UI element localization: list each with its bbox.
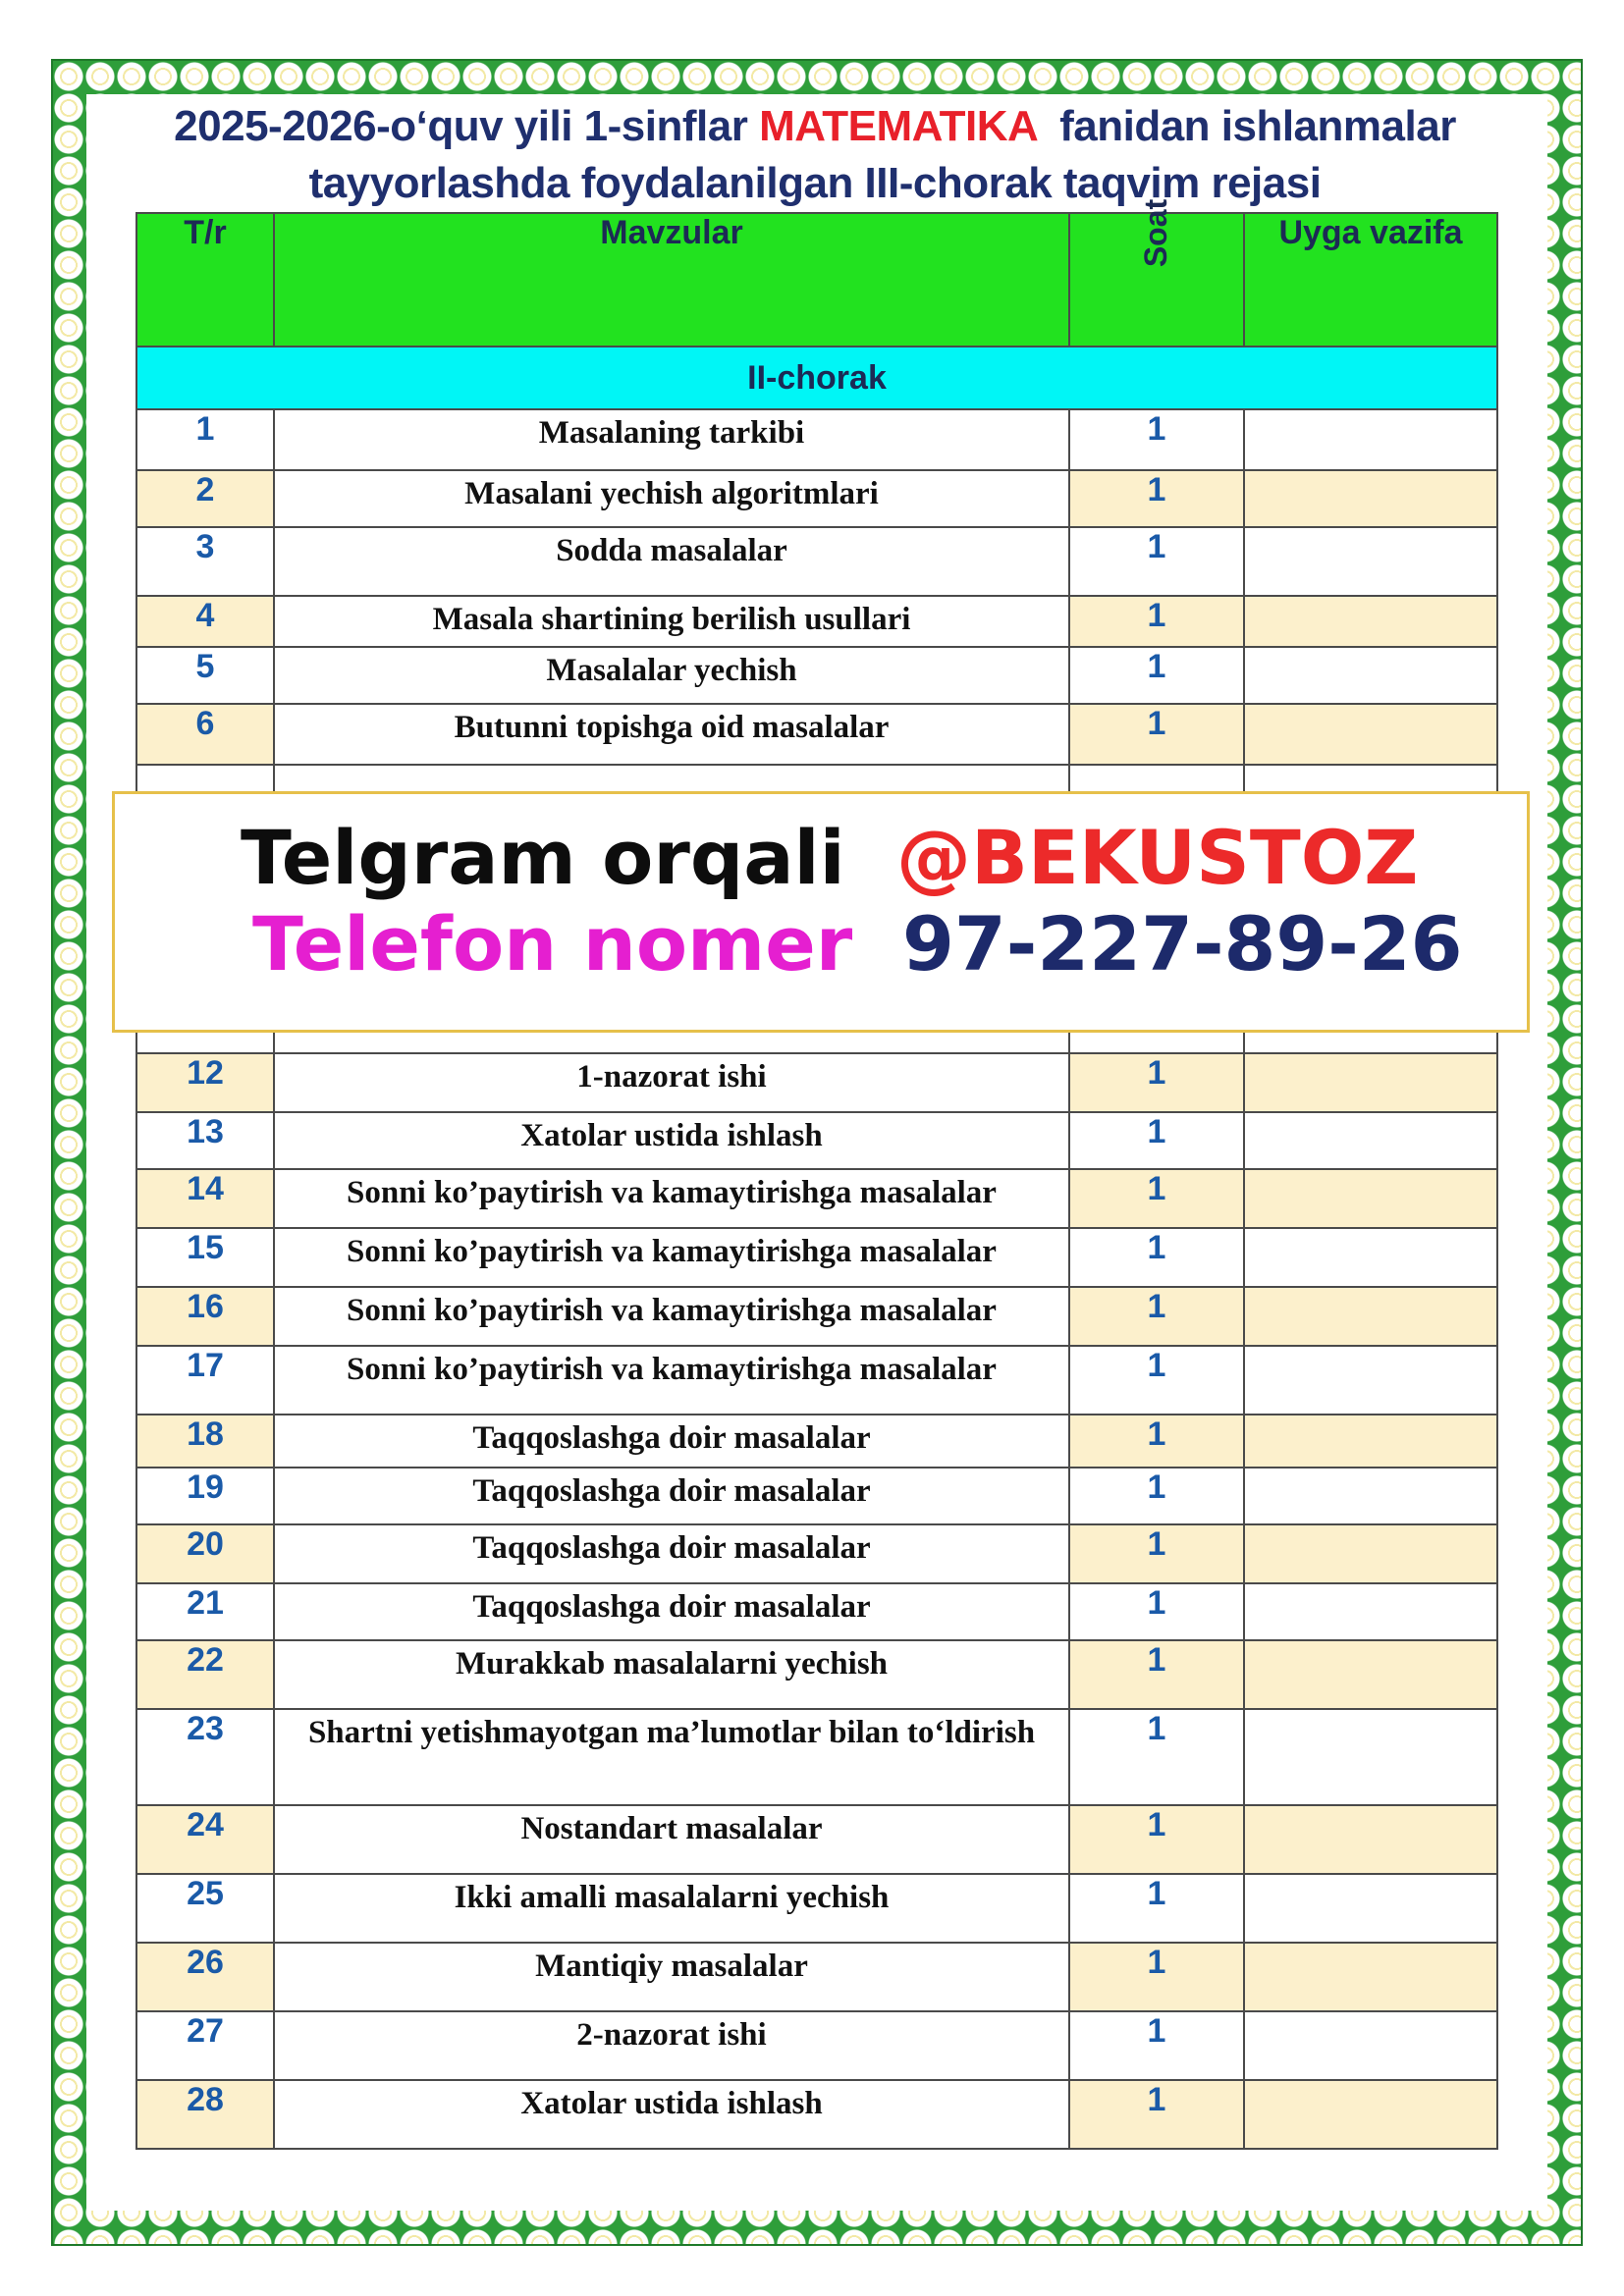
row-hours: 1 bbox=[1069, 596, 1244, 647]
row-homework bbox=[1244, 470, 1497, 527]
row-homework bbox=[1244, 647, 1497, 704]
row-number: 28 bbox=[136, 2080, 274, 2149]
row-hours: 1 bbox=[1069, 1709, 1244, 1805]
row-number: 20 bbox=[136, 1524, 274, 1583]
header-hours bbox=[1069, 198, 1244, 347]
row-hours: 1 bbox=[1069, 1943, 1244, 2011]
row-homework bbox=[1244, 1415, 1497, 1468]
row-homework bbox=[1244, 1640, 1497, 1709]
table-row bbox=[136, 1053, 1497, 1112]
row-hours: 1 bbox=[1069, 1169, 1244, 1228]
quarter-row bbox=[136, 347, 1497, 409]
row-topic: Taqqoslashga doir masalalar bbox=[274, 1415, 1069, 1468]
table-row bbox=[136, 704, 1497, 765]
row-homework bbox=[1244, 409, 1497, 470]
row-topic: Shartni yetishmayotgan ma’lumotlar bilan to‘ldirish bbox=[274, 1709, 1069, 1805]
header-homework: Uyga vazifa bbox=[1244, 213, 1497, 347]
phone-number: 97-227-89-26 bbox=[902, 900, 1463, 988]
header-topics: Mavzular bbox=[274, 213, 1069, 347]
row-number: 12 bbox=[136, 1053, 274, 1112]
row-hours: 1 bbox=[1069, 1524, 1244, 1583]
row-hours: 1 bbox=[1069, 1112, 1244, 1169]
table-row bbox=[136, 1228, 1497, 1287]
row-topic: Taqqoslashga doir masalalar bbox=[274, 1583, 1069, 1640]
row-homework bbox=[1244, 1943, 1497, 2011]
title-suffix: fanidan ishlanmalar bbox=[1036, 102, 1456, 150]
row-topic: Murakkab masalalarni yechish bbox=[274, 1640, 1069, 1709]
row-hours: 1 bbox=[1069, 1287, 1244, 1346]
row-number: 13 bbox=[136, 1112, 274, 1169]
row-number: 23 bbox=[136, 1709, 274, 1805]
row-topic: Sonni ko’paytirish va kamaytirishga masalalar bbox=[274, 1169, 1069, 1228]
table-row bbox=[136, 1468, 1497, 1524]
row-topic: Sonni ko’paytirish va kamaytirishga masalalar bbox=[274, 1346, 1069, 1415]
table-row bbox=[136, 1112, 1497, 1169]
row-number: 14 bbox=[136, 1169, 274, 1228]
row-hours: 1 bbox=[1069, 409, 1244, 470]
row-homework bbox=[1244, 596, 1497, 647]
row-hours: 1 bbox=[1069, 2080, 1244, 2149]
row-homework bbox=[1244, 1805, 1497, 1874]
quarter-label: II-chorak bbox=[136, 347, 1497, 409]
row-topic: Mantiqiy masalalar bbox=[274, 1943, 1069, 2011]
row-number: 16 bbox=[136, 1287, 274, 1346]
row-hours: 1 bbox=[1069, 647, 1244, 704]
table-row bbox=[136, 1583, 1497, 1640]
row-number: 22 bbox=[136, 1640, 274, 1709]
table-row bbox=[136, 1287, 1497, 1346]
row-hours: 1 bbox=[1069, 1805, 1244, 1874]
table-row bbox=[136, 596, 1497, 647]
row-hours: 1 bbox=[1069, 1583, 1244, 1640]
row-hours: 1 bbox=[1069, 527, 1244, 596]
row-topic: Nostandart masalalar bbox=[274, 1805, 1069, 1874]
table-row bbox=[136, 1943, 1497, 2011]
row-number: 18 bbox=[136, 1415, 274, 1468]
row-homework bbox=[1244, 1112, 1497, 1169]
row-number: 2 bbox=[136, 470, 274, 527]
row-topic: 1-nazorat ishi bbox=[274, 1053, 1069, 1112]
table-row bbox=[136, 1709, 1497, 1805]
table-row bbox=[136, 647, 1497, 704]
telegram-label: Telgram orqali bbox=[241, 814, 845, 901]
row-hours: 1 bbox=[1069, 2011, 1244, 2080]
row-homework bbox=[1244, 1228, 1497, 1287]
row-hours: 1 bbox=[1069, 704, 1244, 765]
row-homework bbox=[1244, 2011, 1497, 2080]
row-homework bbox=[1244, 1169, 1497, 1228]
row-hours: 1 bbox=[1069, 1468, 1244, 1524]
title-subject: MATEMATIKA bbox=[759, 102, 1037, 150]
row-number: 3 bbox=[136, 527, 274, 596]
row-topic: Ikki amalli masalalarni yechish bbox=[274, 1874, 1069, 1943]
row-hours: 1 bbox=[1069, 1874, 1244, 1943]
header-number: T/r bbox=[136, 213, 274, 347]
header-hours-label: Soat bbox=[1138, 198, 1174, 268]
table-row bbox=[136, 1346, 1497, 1415]
table-body bbox=[136, 347, 1497, 2149]
row-number: 4 bbox=[136, 596, 274, 647]
title-line-2: tayyorlashda foydalanilgan III-chorak taqvim rejasi bbox=[308, 159, 1322, 207]
row-hours: 1 bbox=[1069, 1053, 1244, 1112]
row-homework bbox=[1244, 1874, 1497, 1943]
table-row bbox=[136, 1415, 1497, 1468]
row-number: 17 bbox=[136, 1346, 274, 1415]
row-topic: Butunni topishga oid masalalar bbox=[274, 704, 1069, 765]
table-header-row bbox=[136, 213, 1497, 347]
telegram-handle: @BEKUSTOZ bbox=[896, 814, 1419, 901]
row-homework bbox=[1244, 1524, 1497, 1583]
row-topic: Sonni ko’paytirish va kamaytirishga masalalar bbox=[274, 1228, 1069, 1287]
title-line-1 bbox=[118, 98, 1512, 155]
row-number: 19 bbox=[136, 1468, 274, 1524]
table-row bbox=[136, 2080, 1497, 2149]
row-number: 5 bbox=[136, 647, 274, 704]
table-row bbox=[136, 1805, 1497, 1874]
calendar-plan-table bbox=[135, 198, 1498, 2150]
row-homework bbox=[1244, 704, 1497, 765]
table-row bbox=[136, 1874, 1497, 1943]
table-row bbox=[136, 527, 1497, 596]
promo-banner bbox=[112, 791, 1530, 1033]
row-number: 26 bbox=[136, 1943, 274, 2011]
row-topic: Sonni ko’paytirish va kamaytirishga masalalar bbox=[274, 1287, 1069, 1346]
table-row bbox=[136, 409, 1497, 470]
row-topic: Taqqoslashga doir masalalar bbox=[274, 1524, 1069, 1583]
row-homework bbox=[1244, 1709, 1497, 1805]
row-homework bbox=[1244, 1468, 1497, 1524]
document-title bbox=[118, 98, 1512, 212]
table-row bbox=[136, 1524, 1497, 1583]
row-hours: 1 bbox=[1069, 1415, 1244, 1468]
row-homework bbox=[1244, 1287, 1497, 1346]
row-homework bbox=[1244, 2080, 1497, 2149]
row-topic: 2-nazorat ishi bbox=[274, 2011, 1069, 2080]
row-number: 27 bbox=[136, 2011, 274, 2080]
table-row bbox=[136, 2011, 1497, 2080]
table-row bbox=[136, 1169, 1497, 1228]
row-number: 25 bbox=[136, 1874, 274, 1943]
row-topic: Masala shartining berilish usullari bbox=[274, 596, 1069, 647]
table-row bbox=[136, 470, 1497, 527]
table-row bbox=[136, 1640, 1497, 1709]
row-topic: Sodda masalalar bbox=[274, 527, 1069, 596]
row-topic: Masalani yechish algoritmlari bbox=[274, 470, 1069, 527]
row-hours: 1 bbox=[1069, 1640, 1244, 1709]
row-number: 6 bbox=[136, 704, 274, 765]
phone-label: Telefon nomer bbox=[252, 900, 853, 988]
row-topic: Xatolar ustida ishlash bbox=[274, 1112, 1069, 1169]
row-topic: Masalaning tarkibi bbox=[274, 409, 1069, 470]
row-topic: Masalalar yechish bbox=[274, 647, 1069, 704]
row-homework bbox=[1244, 1346, 1497, 1415]
row-topic: Xatolar ustida ishlash bbox=[274, 2080, 1069, 2149]
row-hours: 1 bbox=[1069, 470, 1244, 527]
row-number: 1 bbox=[136, 409, 274, 470]
row-topic: Taqqoslashga doir masalalar bbox=[274, 1468, 1069, 1524]
row-hours: 1 bbox=[1069, 1228, 1244, 1287]
row-homework bbox=[1244, 1583, 1497, 1640]
row-homework bbox=[1244, 1053, 1497, 1112]
title-prefix: 2025-2026-o‘quv yili 1-sinflar bbox=[174, 102, 760, 150]
row-number: 15 bbox=[136, 1228, 274, 1287]
row-homework bbox=[1244, 527, 1497, 596]
row-hours: 1 bbox=[1069, 1346, 1244, 1415]
row-number: 21 bbox=[136, 1583, 274, 1640]
row-number: 24 bbox=[136, 1805, 274, 1874]
